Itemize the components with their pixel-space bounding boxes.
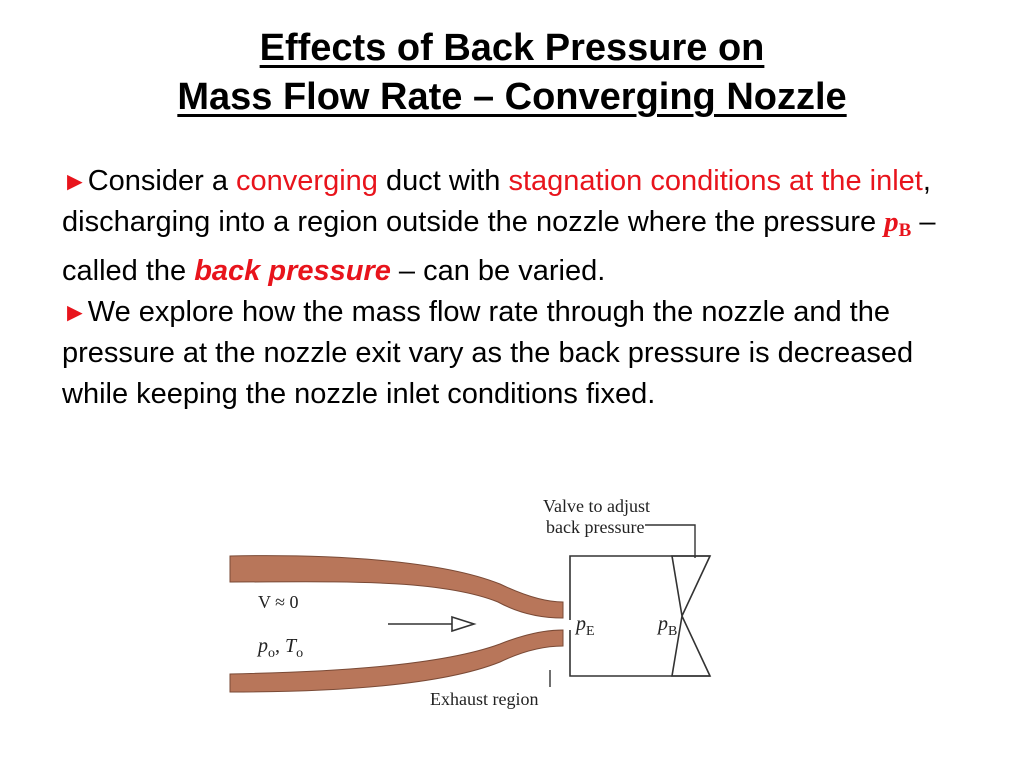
velocity-label: V ≈ 0: [258, 592, 299, 612]
p1-text-5: – can be varied.: [390, 255, 606, 287]
p1-text-4: – called the: [62, 206, 936, 287]
bullet-arrow-icon: ►: [62, 166, 88, 196]
valve-label-line-1: Valve to adjust: [543, 496, 650, 516]
p1-text-1: Consider a: [87, 165, 237, 197]
exhaust-region-outline: [570, 556, 710, 676]
back-pressure-symbol: $p_B$: [884, 206, 912, 241]
converging-highlight: converging: [236, 165, 378, 197]
stagnation-highlight: stagnation conditions at the inlet: [508, 165, 923, 197]
p2-text: We explore how the mass flow rate through the nozzle and the pressure at the nozzle exit vary as the back pressure is decreased while keeping the nozzle inlet conditions fixed.: [62, 296, 914, 410]
valve-label-line-2: back pressure: [546, 517, 645, 537]
slide-title: [0, 24, 1024, 122]
valve-leader-line: [645, 525, 695, 558]
slide-body: [62, 161, 942, 415]
inlet-conditions-label: $p_o$, $T_o$: [258, 635, 304, 661]
back-pressure-label: $p_B$: [658, 613, 678, 639]
exit-pressure-label: $p_E$: [576, 613, 595, 639]
bullet-arrow-icon: ►: [62, 297, 88, 327]
title-line-1: Effects of Back Pressure on: [259, 27, 765, 69]
title-line-2: Mass Flow Rate – Converging Nozzle: [177, 76, 847, 118]
nozzle-diagram: [220, 490, 720, 715]
paragraph-2: [62, 292, 942, 415]
p1-text-3: , discharging into a region outside the nozzle where the pressure: [62, 165, 931, 238]
valve-icon: [672, 556, 710, 676]
exhaust-region-label: Exhaust region: [430, 689, 539, 709]
paragraph-1: [62, 161, 942, 292]
back-pressure-highlight: back pressure: [194, 255, 391, 287]
p1-text-2: duct with: [377, 165, 509, 197]
